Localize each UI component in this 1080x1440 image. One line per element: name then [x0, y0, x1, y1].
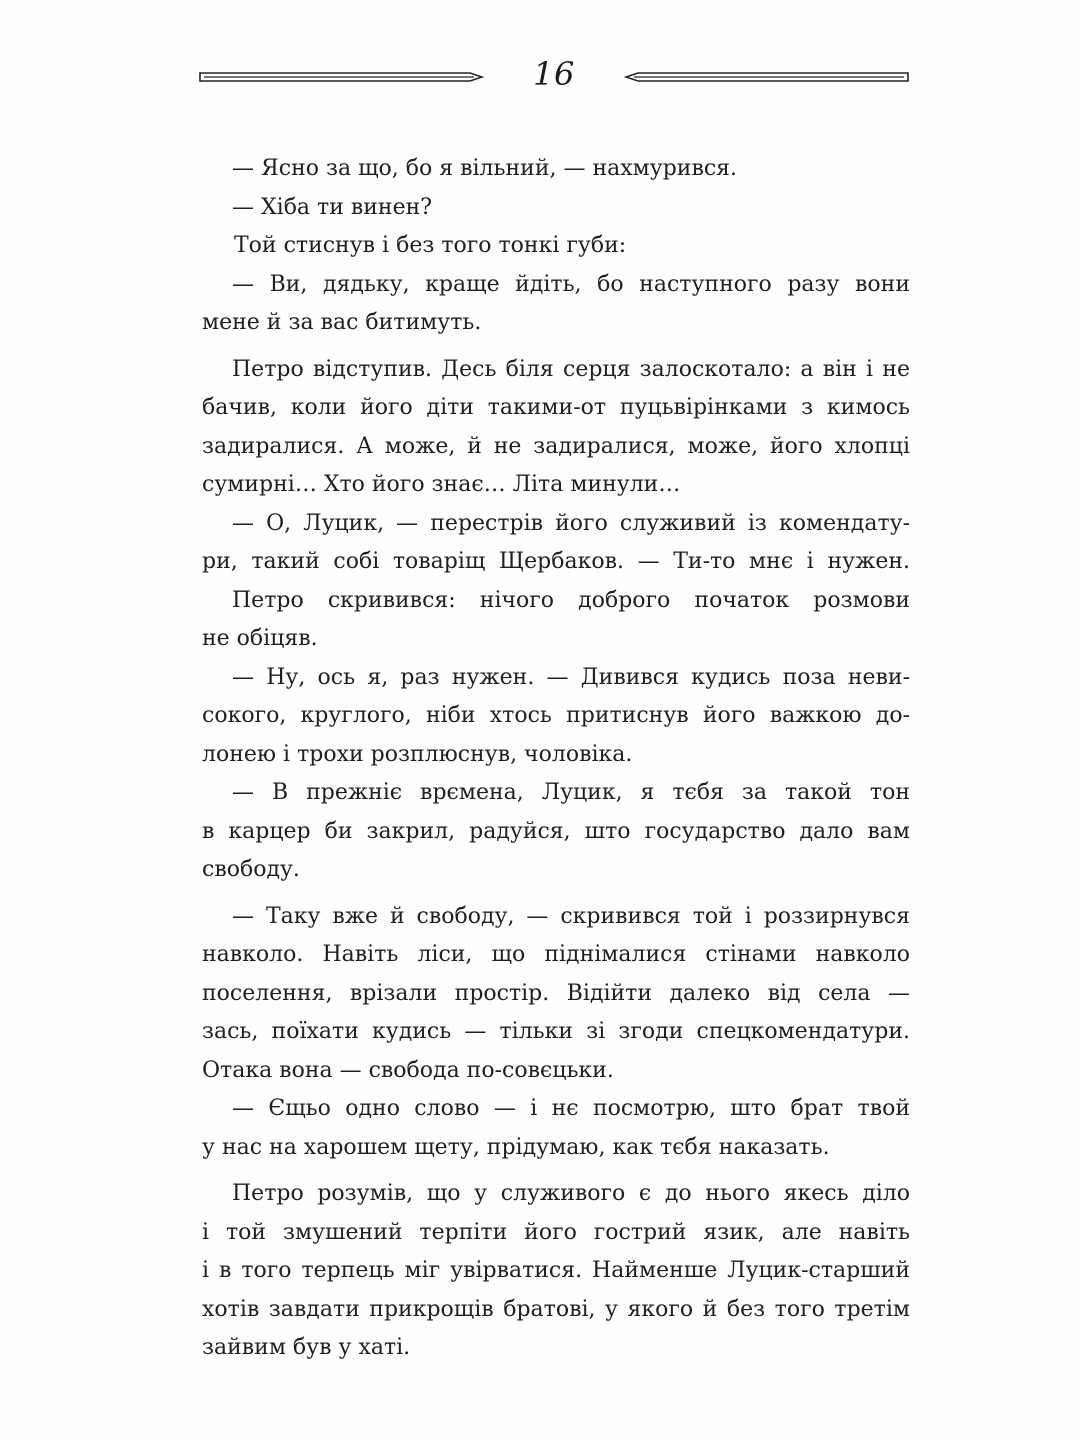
text-line: навколо. Навіть ліси, що піднімалися стінами навколо	[202, 942, 910, 967]
text-line: і в того терпець міг увірватися. Найменше Луцик-старший	[202, 1258, 910, 1283]
text-line: не обіцяв.	[202, 626, 318, 651]
text-line: — Ну, ось я, раз нужен. — Дивився кудись поза неви-	[232, 664, 910, 690]
text-line: Той стиснув і без того тонкі губи:	[234, 233, 627, 258]
text-line: Петро відступив. Десь біля серця залоскотало: а він і не	[232, 356, 910, 382]
text-line: — Єщьо одно слово — і нє посмотрю, што брат твой	[232, 1096, 910, 1121]
text-line: у нас на харошем щету, прідумаю, как тєбя наказать.	[202, 1134, 830, 1160]
text-line: лонею і трохи розплюснув, чоловіка.	[202, 741, 633, 767]
text-line: зайвим був у хаті.	[202, 1335, 411, 1360]
text-line: хотів завдати прикрощів братові, у якого й без того третім	[202, 1296, 910, 1322]
text-line: — В прежніє врємена, Луцик, я тєбя за такой тон	[232, 780, 910, 805]
text-line: зась, поїхати кудись — тільки зі згоди спецкомендатури.	[202, 1019, 910, 1044]
text-line: бачив, коли його діти такими-от пуцьвірінками з кимось	[202, 395, 910, 420]
text-line: свободу.	[202, 857, 300, 882]
text-line: — Ясно за що, бо я вільний, — нахмурився.	[232, 156, 738, 181]
text-line: ри, такий собі товаріщ Щербаков. — Ти-то мнє і нужен.	[202, 549, 910, 574]
text-line: мене й за вас битимуть.	[202, 310, 482, 335]
text-line: поселення, врізали простір. Відійти далеко від села —	[202, 980, 910, 1006]
text-line: Отака вона — свобода по-совєцьки.	[202, 1057, 614, 1083]
right-ornamental-rule	[624, 70, 910, 84]
page-number: 16	[533, 55, 575, 93]
left-ornamental-rule	[198, 70, 484, 84]
body-text	[202, 150, 910, 1368]
text-line: — Хіба ти винен?	[232, 194, 433, 220]
text-line: задиралися. А може, й не задиралися, може, його хлопці	[202, 433, 910, 459]
text-line: в карцер би закрил, радуйся, што государство дало вам	[202, 818, 910, 844]
text-line: сокого, круглого, ніби хтось притиснув його важкою до-	[202, 703, 910, 728]
text-line: — Ви, дядьку, краще йдіть, бо наступного разу вони	[232, 271, 910, 297]
text-line: — Таку вже й свободу, — скривився той і роззирнувся	[232, 903, 910, 929]
text-line: Петро скривився: нічого доброго початок розмови	[232, 587, 910, 613]
text-line: Петро розумів, що у служивого є до нього якесь діло	[232, 1181, 910, 1206]
text-line: і той змушений терпіти його гострий язик, але навіть	[202, 1219, 910, 1245]
text-line: сумирні… Хто його знає… Літа минули…	[202, 472, 681, 497]
text-line: — О, Луцик, — перестрів його служивий із комендату-	[232, 510, 910, 536]
page-header	[198, 52, 910, 102]
